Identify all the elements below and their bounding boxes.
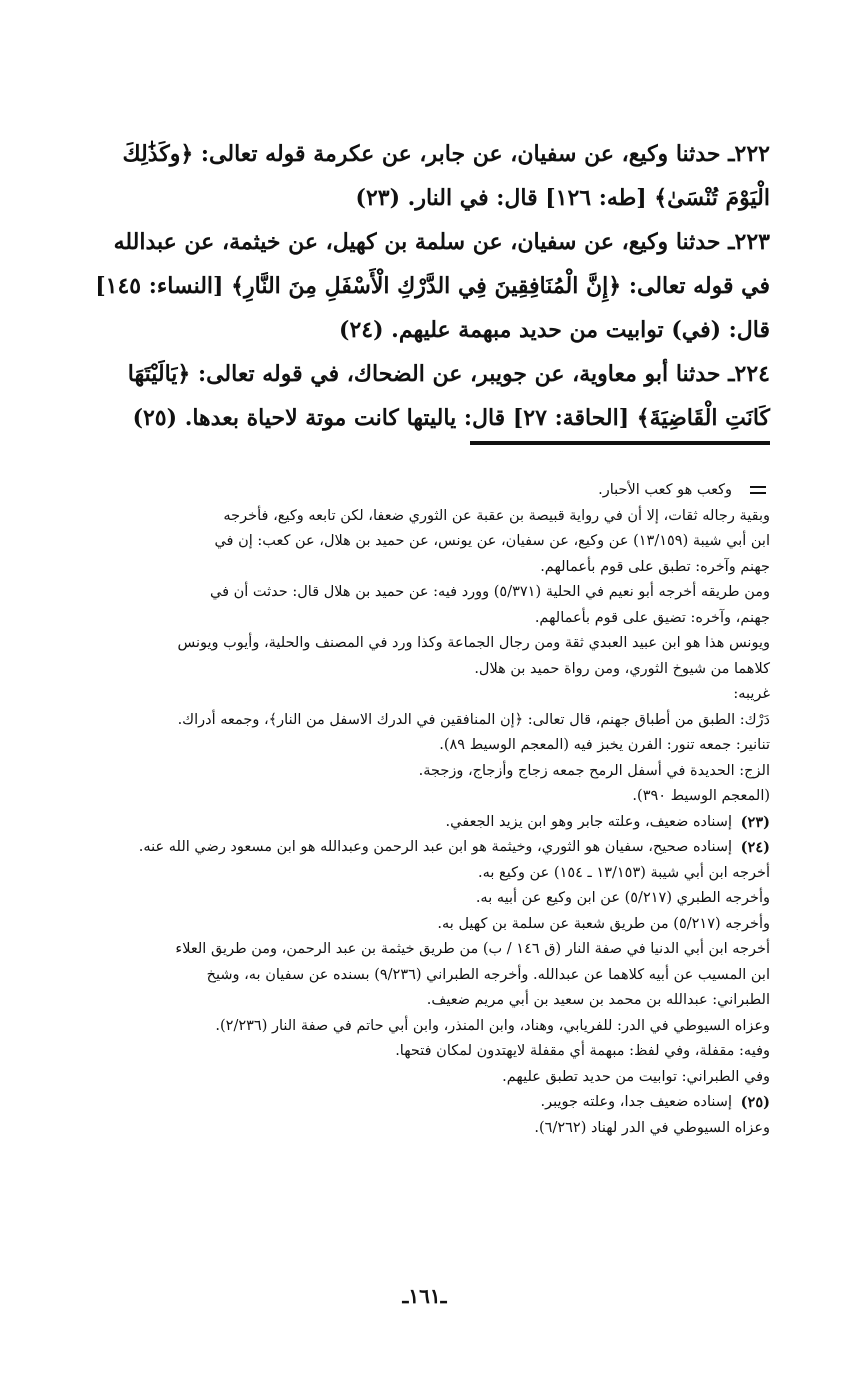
main-line: كَانَتِ الْقَاضِيَةَ﴾ [الحاقة: ٢٧] قال: ياليتها كانت موتة لاحياة بعدها. (٢٥) (132, 405, 770, 431)
main-text (95, 132, 770, 440)
footnote-line: جهنم، وآخره: تضيق على قوم بأعمالهم. (534, 609, 770, 626)
footnote-line: ومن طريقه أخرجه أبو نعيم في الحلية (٥/٣٧١) وورد فيه: عن حميد بن هلال قال: حدثت أن في (210, 584, 770, 600)
footnote-line: الطبراني: عبدالله بن محمد بن سعيد بن أبي مريم ضعيف. (426, 992, 770, 1008)
main-line: الْيَوْمَ تُنْسَىٰ﴾ [طه: ١٢٦] قال: في النار. (٢٣) (355, 185, 770, 211)
footnote-line: جهنم وآخره: تطبق على قوم بأعمالهم. (540, 558, 770, 575)
footnotes (98, 478, 770, 1141)
footnote-continuation-line: وكعب هو كعب الأحبار. (98, 478, 770, 504)
main-line: قال: (في) توابيت من حديد مبهمة عليهم. (٢٤) (339, 317, 770, 343)
footnote-line: وفيه: مقفلة، وفي لفظ: مبهمة أي مقفلة لايهتدون لمكان فتحها. (395, 1043, 770, 1059)
footnote-line: ويونس هذا هو ابن عبيد العبدي ثقة ومن رجال الجماعة وكذا ورد في المصنف والحلية، وأيوب ويونس (177, 635, 770, 651)
footnote-line: ابن المسيب عن أبيه كلاهما عن عبدالله. وأخرجه الطبراني (٩/٢٣٦) بسنده عن سفيان به، وشيخ (206, 966, 770, 983)
footnote-line: وعزاه السيوطي في الدر لهناد (٦/٢٦٢). (534, 1119, 770, 1136)
footnote-line: دَرْك: الطبق من أطباق جهنم، قال تعالى: ﴿إن المنافقين في الدرك الاسفل من النار﴾، وجمعه أدراك. (177, 711, 770, 728)
continuation-mark-icon (750, 486, 766, 498)
footnote-line: الزج: الحديدة في أسفل الرمح جمعه زجاج وأزجاج، وزججة. (418, 762, 770, 779)
footnote-line: (المعجم الوسيط ٣٩٠). (632, 788, 770, 804)
main-line: في قوله تعالى: ﴿إِنَّ الْمُنَافِقِينَ فِي الدَّرْكِ الْأَسْفَلِ مِنَ النَّارِ﴾ [النساء: ١٤٥] (95, 273, 770, 299)
footnote-separator (470, 441, 770, 445)
footnote-line: وأخرجه (٥/٢١٧) من طريق شعبة عن سلمة بن كهيل به. (437, 915, 770, 932)
footnote-line: وبقية رجاله ثقات، إلا أن في رواية قبيصة بن عقبة عن الثوري ضعفا، لكن تابعه وكيع، فأخرجه (223, 507, 770, 524)
footnote-24: (٢٤) إسناده صحيح، سفيان هو الثوري، وخيثمة هو ابن عبد الرحمن وعبدالله هو ابن مسعود رضي الله عنه. (98, 835, 770, 861)
main-line: ٢٢٣ـ حدثنا وكيع، عن سفيان، عن سلمة بن كهيل، عن خيثمة، عن عبدالله (113, 229, 770, 255)
footnote-25: (٢٥) إسناده ضعيف جدا، وعلته جويبر. (98, 1090, 770, 1116)
footnote-line: كلاهما من شيوخ الثوري، ومن رواة حميد بن هلال. (474, 660, 770, 677)
footnote-number: (٢٣) (740, 813, 770, 831)
footnote-line: أخرجه ابن أبي الدنيا في صفة النار (ق ١٤٦ / ب) من طريق خيثمة بن عبد الرحمن، ومن طريق العلاء (175, 941, 770, 957)
footnote-line: ابن أبي شيبة (١٣/١٥٩) عن وكيع، عن سفيان، عن يونس، عن حميد بن هلال، عن كعب: إن في (214, 533, 770, 549)
page-number: ـ١٦١ـ (402, 1284, 447, 1308)
footnote-line: غريبه: (733, 686, 770, 702)
footnote-23: (٢٣) إسناده ضعيف، وعلته جابر وهو ابن يزيد الجعفي. (98, 810, 770, 836)
footnote-number: (٢٥) (740, 1094, 770, 1111)
footnote-line: وفي الطبراني: توابيت من حديد تطبق عليهم. (502, 1068, 770, 1085)
footnote-number: (٢٤) (740, 839, 770, 856)
main-line: ٢٢٢ـ حدثنا وكيع، عن سفيان، عن جابر، عن عكرمة قوله تعالى: ﴿وكَذَٰلِكَ (122, 141, 770, 167)
footnote-line: وأخرجه الطبري (٥/٢١٧) عن ابن وكيع عن أبيه به. (475, 890, 770, 906)
footnote-line: تنانير: جمعه تنور: الفرن يخبز فيه (المعجم الوسيط ٨٩). (439, 737, 770, 753)
footnote-line: أخرجه ابن أبي شيبة (١٣/١٥٣ ـ ١٥٤) عن وكيع به. (477, 864, 770, 881)
footnote-line: وعزاه السيوطي في الدر: للفريابي، وهناد، وابن المنذر، وابن أبي حاتم في صفة النار (٢/٢٣٦). (215, 1017, 770, 1034)
main-line: ٢٢٤ـ حدثنا أبو معاوية، عن جويبر، عن الضحاك، في قوله تعالى: ﴿يَالَيْتَهَا (127, 361, 770, 387)
